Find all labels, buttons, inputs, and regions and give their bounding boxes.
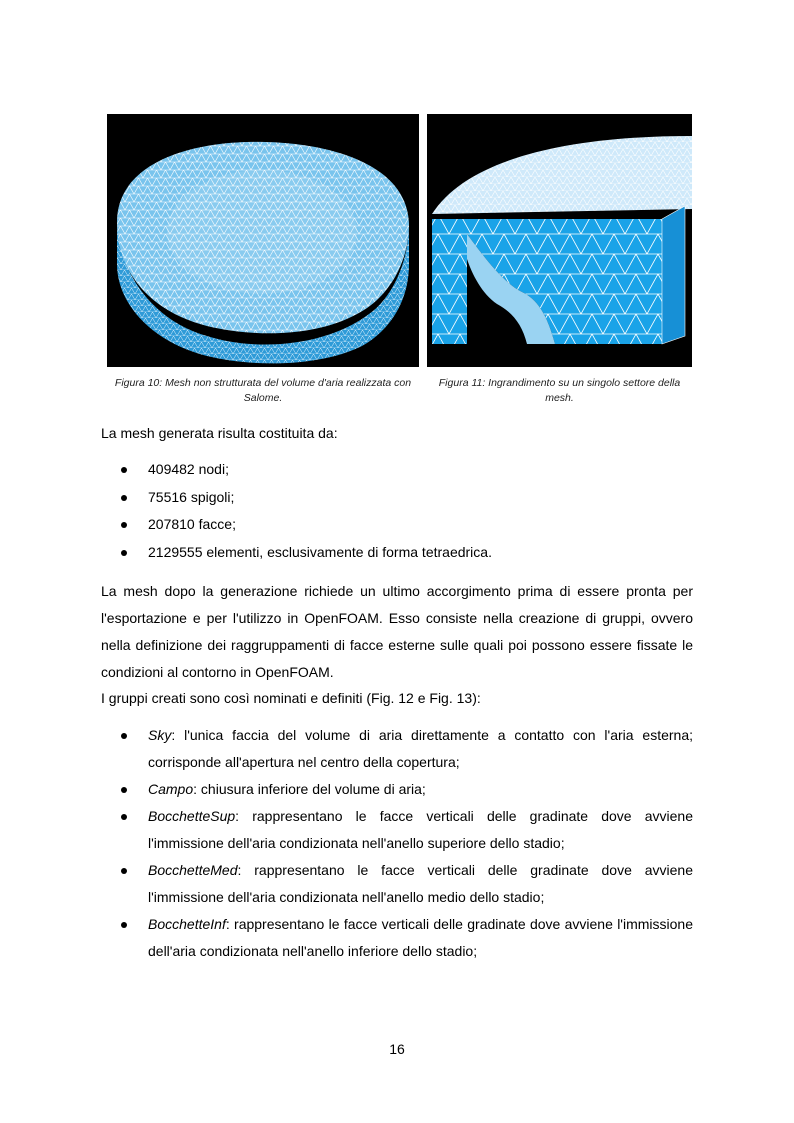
figure-11-caption: Figura 11: Ingrandimento su un singolo settore della mesh. bbox=[438, 377, 681, 404]
bullet-icon bbox=[121, 922, 127, 928]
list-item: Campo: chiusura inferiore del volume di aria; bbox=[101, 776, 693, 803]
bullet-icon bbox=[121, 550, 127, 556]
mesh-volume-graphic bbox=[107, 114, 419, 367]
bullet-icon bbox=[121, 522, 127, 528]
page-number: 16 bbox=[389, 1041, 405, 1057]
figure-11-sector-image bbox=[427, 114, 692, 367]
list-item: 75516 spigoli; bbox=[101, 484, 693, 511]
bullet-icon bbox=[121, 467, 127, 473]
list-item: 409482 nodi; bbox=[101, 456, 693, 483]
list-item: 207810 facce; bbox=[101, 511, 693, 538]
list-item: 2129555 elementi, esclusivamente di forma tetraedrica. bbox=[101, 539, 693, 566]
bullet-icon bbox=[121, 733, 127, 739]
figure-10-mesh-image bbox=[107, 114, 419, 367]
figure-10-caption: Figura 10: Mesh non strutturata del volume d'aria realizzata con Salome. bbox=[114, 377, 412, 404]
bullet-icon bbox=[121, 814, 127, 820]
body-paragraph: La mesh dopo la generazione richiede un ultimo accorgimento prima di essere pronta per l'esportazione e per l'utilizzo in OpenFOAM. Esso consiste nella creazione di gruppi, ovvero nella definizione dei raggruppamenti di facce esterne sulle quali poi possono essere fissate le condizioni al contorno in OpenFOAM. bbox=[101, 583, 693, 680]
groups-intro: I gruppi creati sono così nominati e definiti (Fig. 12 e Fig. 13): bbox=[101, 690, 481, 706]
mesh-sector-graphic bbox=[427, 114, 692, 367]
list-item: BocchetteInf: rappresentano le facce verticali delle gradinate dove avviene l'immissione dell'aria condizionata nell'anello inferiore dello stadio; bbox=[101, 911, 693, 965]
list-item: BocchetteMed: rappresentano le facce verticali delle gradinate dove avviene l'immissione dell'aria condizionata nell'anello medio dello stadio; bbox=[101, 857, 693, 911]
bullet-icon bbox=[121, 868, 127, 874]
list-item: BocchetteSup: rappresentano le facce verticali delle gradinate dove avviene l'immissione dell'aria condizionata nell'anello superiore dello stadio; bbox=[101, 803, 693, 857]
groups-list bbox=[101, 722, 693, 965]
list-item: Sky: l'unica faccia del volume di aria direttamente a contatto con l'aria esterna; corrisponde all'apertura nel centro della copertura; bbox=[101, 722, 693, 776]
bullet-icon bbox=[121, 495, 127, 501]
mesh-stats-list bbox=[101, 456, 693, 566]
mesh-intro: La mesh generata risulta costituita da: bbox=[101, 425, 338, 441]
bullet-icon bbox=[121, 787, 127, 793]
